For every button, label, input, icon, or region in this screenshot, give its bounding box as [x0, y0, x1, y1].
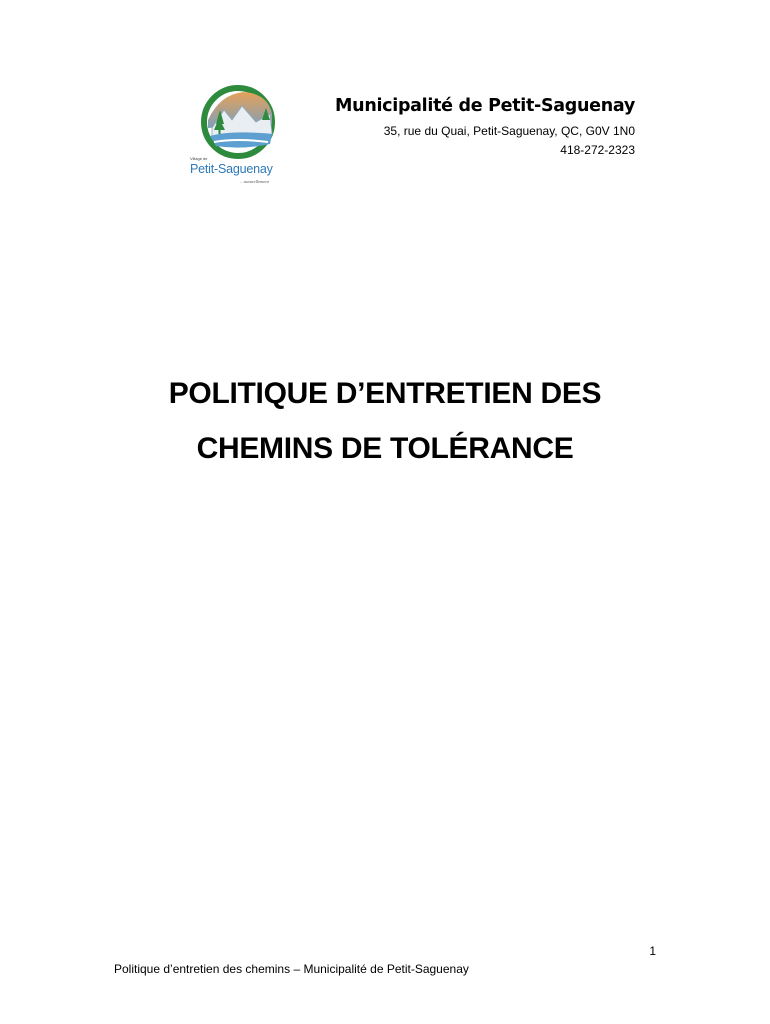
letterhead: [335, 96, 635, 157]
municipality-logo: [186, 84, 294, 192]
logo-emblem-icon: [186, 84, 294, 159]
phone-number: 418-272-2323: [560, 143, 635, 157]
title-line-1: POLITIQUE D’ENTRETIEN DES: [168, 377, 602, 410]
logo-village-text: Village de: [190, 156, 208, 161]
logo-name: Petit-Saguenay: [190, 162, 273, 176]
document-title: [0, 366, 770, 476]
municipality-name: Municipalité de Petit-Saguenay: [335, 96, 635, 116]
page-number: 1: [649, 944, 656, 958]
address: 35, rue du Quai, Petit-Saguenay, QC, G0V 1N0: [383, 124, 635, 138]
logo-tagline: …naturellement: [240, 179, 269, 184]
title-line-2: CHEMINS DE TOLÉRANCE: [196, 432, 574, 465]
page-footer: Politique d’entretien des chemins – Municipalité de Petit-Saguenay: [114, 962, 469, 976]
